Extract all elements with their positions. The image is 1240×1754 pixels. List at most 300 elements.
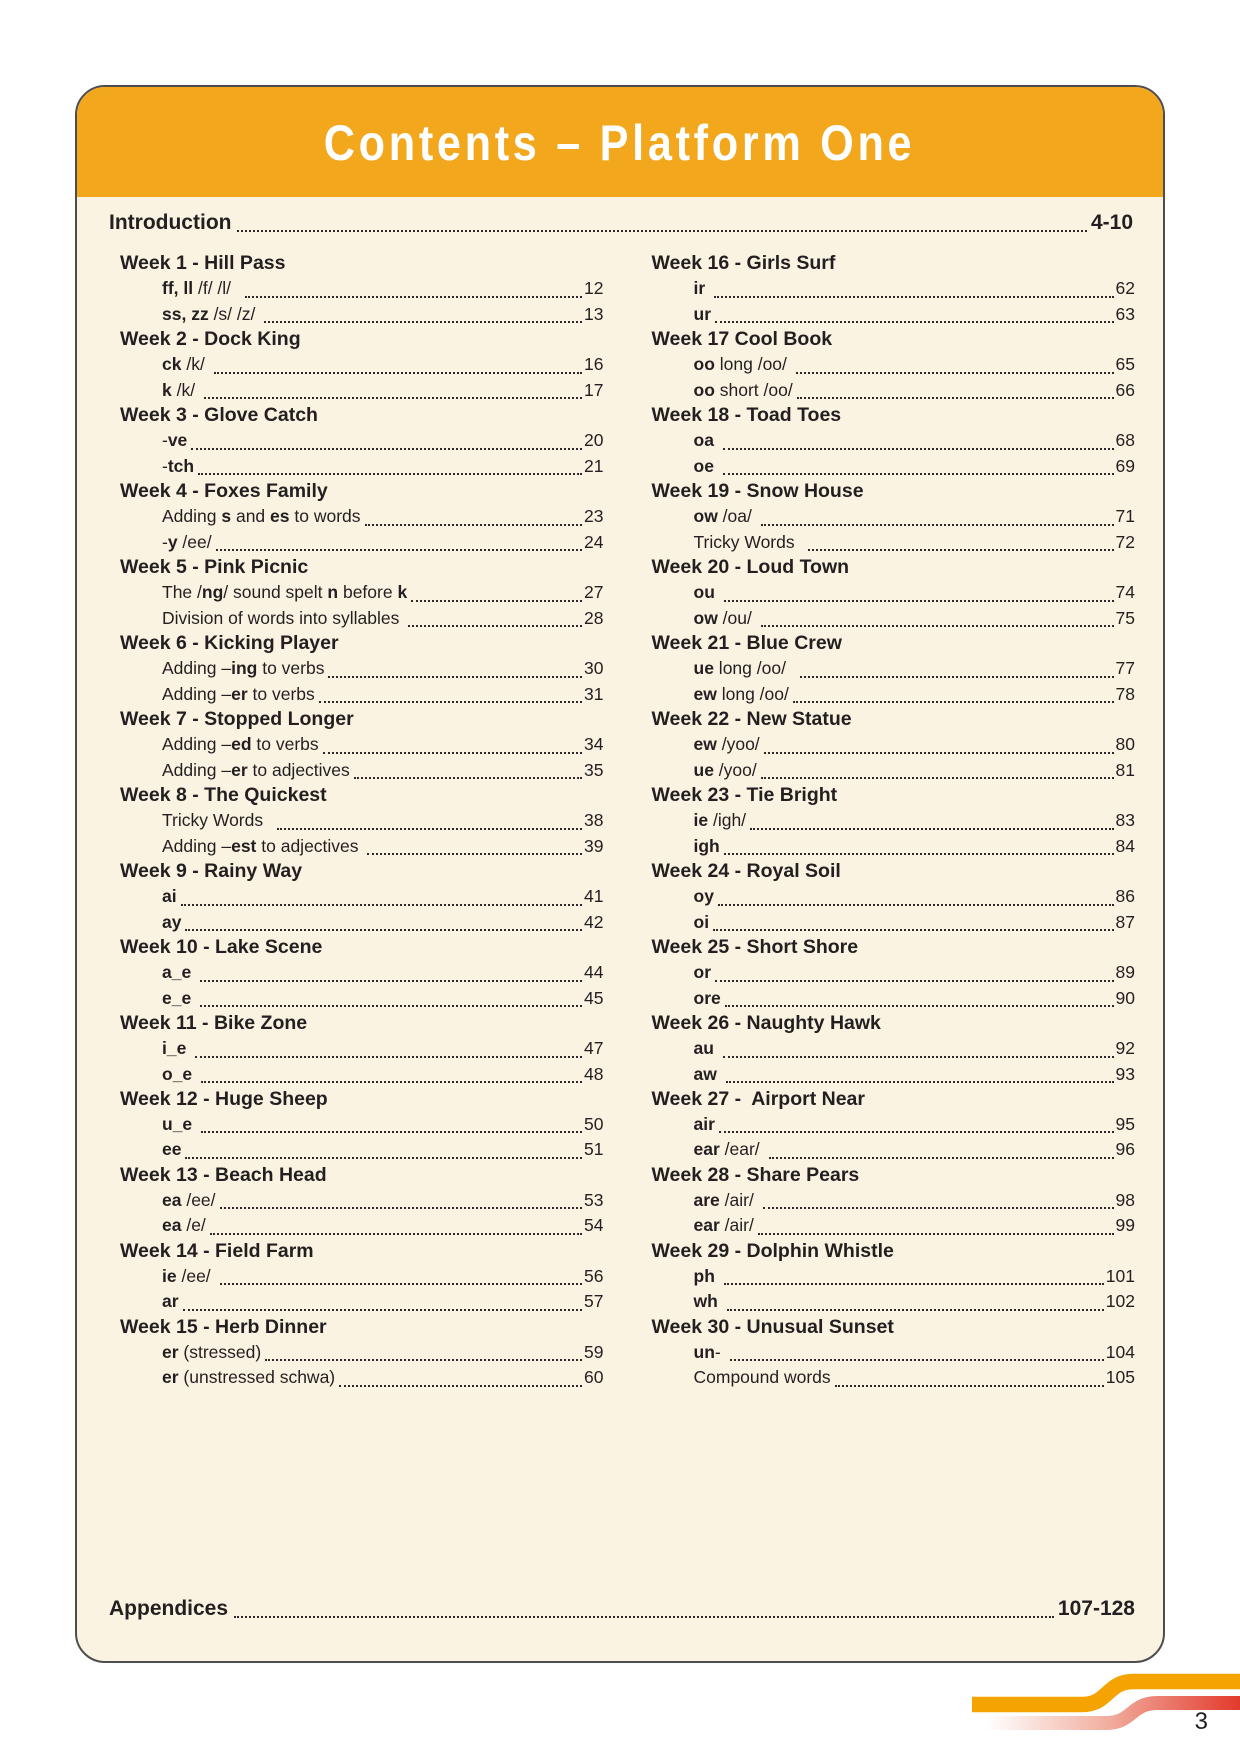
dot-leader	[200, 1005, 582, 1007]
week-heading: Week 30 - Unusual Sunset	[651, 1315, 894, 1338]
toc-entry	[162, 758, 604, 783]
entry-label: ue long /oo/	[693, 658, 796, 679]
entry-page-number: 90	[1115, 987, 1135, 1008]
toc-entry	[162, 276, 604, 301]
entry-label: Tricky Words	[693, 531, 805, 552]
week-heading: Week 7 - Stopped Longer	[120, 707, 354, 730]
week-heading: Week 10 - Lake Scene	[120, 935, 323, 958]
toc-entry	[162, 808, 604, 833]
week-heading: Week 5 - Pink Picnic	[120, 555, 309, 578]
entry-label: Adding –er to adjectives	[162, 759, 350, 780]
dot-leader	[191, 448, 582, 450]
toc-entry	[694, 808, 1136, 833]
appendices-label: Appendices	[109, 1597, 229, 1620]
toc-entry	[694, 1137, 1136, 1162]
week-block	[120, 631, 604, 707]
entry-page-number: 24	[584, 531, 604, 552]
entry-page-number: 93	[1115, 1063, 1135, 1084]
entry-page-number: 96	[1115, 1139, 1135, 1160]
entry-label: Adding –est to adjectives	[162, 835, 364, 856]
entry-page-number: 23	[584, 506, 604, 527]
entry-label: ew long /oo/	[693, 683, 789, 704]
toc-entry	[694, 276, 1136, 301]
week-block	[120, 403, 604, 479]
entry-page-number: 50	[584, 1114, 604, 1135]
week-heading: Week 3 - Glove Catch	[120, 403, 318, 426]
entry-page-number: 12	[584, 278, 604, 299]
week-heading: Week 27 - Airport Near	[651, 1087, 865, 1110]
week-block	[120, 935, 604, 1011]
entry-label: a_e	[162, 962, 192, 983]
entry-page-number: 62	[1115, 278, 1135, 299]
week-block	[652, 935, 1136, 1011]
dot-leader	[328, 676, 582, 678]
toc-entry	[162, 1365, 604, 1390]
page-number: 3	[1194, 1708, 1208, 1735]
toc-entry	[694, 732, 1136, 757]
entry-label: oo long /oo/	[693, 354, 792, 375]
week-heading: Week 28 - Share Pears	[651, 1163, 860, 1186]
entry-label: ck /k/	[162, 354, 210, 375]
entry-page-number: 84	[1115, 835, 1135, 856]
entry-label: ai	[162, 886, 177, 907]
dot-leader	[264, 321, 582, 323]
entry-label: Tricky Words	[162, 810, 273, 831]
entry-page-number: 99	[1115, 1215, 1135, 1236]
appendices-row	[109, 1595, 1135, 1623]
entry-page-number: 66	[1115, 379, 1135, 400]
week-block	[652, 403, 1136, 479]
weeks-columns	[120, 251, 1135, 1391]
week-heading: Week 12 - Huge Sheep	[120, 1087, 328, 1110]
toc-entry	[162, 834, 604, 859]
dot-leader	[808, 549, 1113, 551]
entry-page-number: 95	[1115, 1114, 1135, 1135]
entry-label: ou	[693, 582, 715, 603]
appendices-pages: 107-128	[1057, 1597, 1135, 1620]
entry-label: ss, zz /s/ /z/	[162, 303, 261, 324]
entry-page-number: 65	[1115, 354, 1135, 375]
toc-entry	[162, 580, 604, 605]
week-heading: Week 1 - Hill Pass	[120, 252, 286, 274]
dot-leader	[185, 929, 582, 931]
entry-page-number: 101	[1105, 1266, 1135, 1287]
toc-entry	[162, 1112, 604, 1137]
introduction-row	[109, 209, 1133, 237]
entry-label: ear /air/	[693, 1215, 754, 1236]
toc-entry	[162, 910, 604, 935]
entry-label: oy	[693, 886, 714, 907]
toc-entry	[694, 1340, 1136, 1365]
week-block	[652, 1163, 1136, 1239]
dot-leader	[763, 1207, 1114, 1209]
toc-entry	[162, 352, 604, 377]
entry-label: ie /ee/	[162, 1266, 216, 1287]
dot-leader	[727, 1309, 1104, 1311]
week-heading: Week 17 Cool Book	[651, 327, 833, 350]
dot-leader	[835, 1385, 1104, 1387]
entry-page-number: 72	[1115, 531, 1135, 552]
toc-entry	[162, 1264, 604, 1289]
entry-page-number: 28	[584, 607, 604, 628]
dot-leader	[204, 397, 582, 399]
entry-label: oi	[693, 911, 710, 932]
toc-entry	[162, 732, 604, 757]
dot-leader	[715, 321, 1114, 323]
dot-leader	[237, 230, 1086, 232]
entry-label: au	[693, 1038, 714, 1059]
dot-leader	[730, 1359, 1104, 1361]
entry-page-number: 45	[584, 987, 604, 1008]
introduction-pages: 4-10	[1090, 211, 1133, 234]
dot-leader	[365, 524, 583, 526]
toc-entry	[162, 428, 604, 453]
week-heading: Week 13 - Beach Head	[120, 1163, 327, 1186]
entry-page-number: 47	[584, 1038, 604, 1059]
entry-page-number: 35	[584, 759, 604, 780]
entry-label: ore	[693, 987, 721, 1008]
week-block	[652, 631, 1136, 707]
dot-leader	[220, 1207, 583, 1209]
week-block	[652, 1315, 1136, 1391]
toc-entry	[694, 834, 1136, 859]
entry-page-number: 105	[1105, 1367, 1135, 1388]
toc-entry	[694, 378, 1136, 403]
week-heading: Week 25 - Short Shore	[651, 935, 859, 958]
week-heading: Week 20 - Loud Town	[651, 555, 850, 578]
header-banner	[77, 87, 1163, 197]
entry-page-number: 44	[584, 962, 604, 983]
entry-page-number: 80	[1115, 734, 1135, 755]
entry-label: Compound words	[693, 1367, 831, 1388]
entry-page-number: 68	[1115, 430, 1135, 451]
week-heading: Week 16 - Girls Surf	[651, 252, 836, 274]
weeks-column-right	[652, 251, 1136, 1391]
entry-page-number: 60	[584, 1367, 604, 1388]
toc-entry	[162, 302, 604, 327]
toc-entry	[694, 1365, 1136, 1390]
entry-page-number: 56	[584, 1266, 604, 1287]
dot-leader	[715, 980, 1114, 982]
entry-label: -ve	[162, 430, 188, 451]
entry-label: air	[693, 1114, 715, 1135]
week-block	[652, 1239, 1136, 1315]
entry-page-number: 87	[1115, 911, 1135, 932]
week-block	[120, 1087, 604, 1163]
page-title: Contents – Platform One	[324, 113, 916, 171]
entry-page-number: 69	[1115, 455, 1135, 476]
swoosh-graphic	[854, 1650, 1240, 1745]
entry-label: k /k/	[162, 379, 200, 400]
entry-label: aw	[693, 1063, 717, 1084]
dot-leader	[761, 524, 1114, 526]
entry-label: ff, ll /f/ /l/	[162, 278, 241, 299]
entry-label: ow /ou/	[693, 607, 757, 628]
dot-leader	[277, 828, 582, 830]
week-block	[120, 1239, 604, 1315]
entry-label: Adding s and es to words	[162, 506, 361, 527]
dot-leader	[793, 701, 1114, 703]
entry-page-number: 51	[584, 1139, 604, 1160]
entry-label: er (stressed)	[162, 1342, 262, 1363]
toc-entry	[694, 1062, 1136, 1087]
dot-leader	[718, 904, 1114, 906]
toc-entry	[694, 1289, 1136, 1314]
entry-page-number: 83	[1115, 810, 1135, 831]
toc-entry	[162, 454, 604, 479]
entry-label: ph	[693, 1266, 715, 1287]
dot-leader	[185, 1157, 582, 1159]
entry-label: o_e	[162, 1063, 193, 1084]
entry-page-number: 75	[1115, 607, 1135, 628]
dot-leader	[339, 1385, 582, 1387]
entry-page-number: 86	[1115, 886, 1135, 907]
week-heading: Week 9 - Rainy Way	[120, 859, 303, 882]
toc-entry	[694, 530, 1136, 555]
entry-page-number: 78	[1115, 683, 1135, 704]
entry-page-number: 57	[584, 1291, 604, 1312]
entry-label: ow /oa/	[693, 506, 757, 527]
entry-label: u_e	[162, 1114, 193, 1135]
week-heading: Week 19 - Snow House	[651, 479, 864, 502]
entry-page-number: 48	[584, 1063, 604, 1084]
toc-entry	[694, 682, 1136, 707]
toc-entry	[694, 428, 1136, 453]
week-heading: Week 4 - Foxes Family	[120, 479, 328, 502]
entry-label: oo short /oo/	[693, 379, 793, 400]
toc-entry	[694, 1112, 1136, 1137]
toc-entry	[694, 884, 1136, 909]
dot-leader	[723, 473, 1114, 475]
entry-label: ue /yoo/	[693, 759, 757, 780]
entry-label: ur	[693, 303, 711, 324]
week-block	[652, 327, 1136, 403]
entry-label: or	[693, 962, 711, 983]
dot-leader	[265, 1359, 582, 1361]
week-block	[120, 251, 604, 327]
toc-entry	[162, 1213, 604, 1238]
toc-entry	[162, 1340, 604, 1365]
entry-label: i_e	[162, 1038, 187, 1059]
dot-leader	[724, 1283, 1104, 1285]
dot-leader	[214, 372, 582, 374]
entry-page-number: 21	[584, 455, 604, 476]
week-heading: Week 15 - Herb Dinner	[120, 1315, 327, 1338]
entry-page-number: 41	[584, 886, 604, 907]
week-block	[120, 1011, 604, 1087]
dot-leader	[408, 625, 582, 627]
entry-label: are /air/	[693, 1190, 759, 1211]
toc-entry	[162, 1036, 604, 1061]
dot-leader	[181, 904, 582, 906]
dot-leader	[724, 853, 1114, 855]
toc-entry	[694, 1213, 1136, 1238]
dot-leader	[761, 777, 1114, 779]
toc-entry	[694, 352, 1136, 377]
entry-page-number: 20	[584, 430, 604, 451]
dot-leader	[750, 828, 1113, 830]
entry-page-number: 38	[584, 810, 604, 831]
entry-page-number: 16	[584, 354, 604, 375]
week-heading: Week 26 - Naughty Hawk	[651, 1011, 881, 1034]
entry-label: ay	[162, 911, 182, 932]
entry-page-number: 92	[1115, 1038, 1135, 1059]
toc-entry	[162, 378, 604, 403]
toc-entry	[162, 986, 604, 1011]
week-block	[120, 479, 604, 555]
dot-leader	[220, 1283, 583, 1285]
toc-entry	[162, 1289, 604, 1314]
entry-label: Adding –er to verbs	[162, 683, 315, 704]
dot-leader	[758, 1233, 1114, 1235]
dot-leader	[200, 980, 582, 982]
entry-label: un-	[693, 1342, 726, 1363]
toc-entry	[694, 302, 1136, 327]
toc-entry	[694, 986, 1136, 1011]
dot-leader	[411, 600, 582, 602]
entry-label: ea /e/	[162, 1215, 206, 1236]
entry-page-number: 13	[584, 303, 604, 324]
week-block	[652, 1011, 1136, 1087]
dot-leader	[195, 1056, 582, 1058]
entry-page-number: 77	[1115, 658, 1135, 679]
dot-leader	[800, 676, 1114, 678]
toc-entry	[694, 606, 1136, 631]
entry-page-number: 63	[1115, 303, 1135, 324]
entry-label: ea /ee/	[162, 1190, 216, 1211]
toc-entry	[694, 910, 1136, 935]
dot-leader	[723, 448, 1114, 450]
week-block	[120, 1163, 604, 1239]
week-block	[652, 251, 1136, 327]
toc-entry	[694, 454, 1136, 479]
entry-page-number: 71	[1115, 506, 1135, 527]
entry-label: e_e	[162, 987, 192, 1008]
week-heading: Week 11 - Bike Zone	[120, 1011, 308, 1034]
entry-page-number: 74	[1115, 582, 1135, 603]
dot-leader	[198, 473, 582, 475]
entry-page-number: 89	[1115, 962, 1135, 983]
entry-page-number: 98	[1115, 1190, 1135, 1211]
entry-label: ie /igh/	[693, 810, 747, 831]
dot-leader	[713, 929, 1113, 931]
week-heading: Week 24 - Royal Soil	[651, 859, 841, 882]
entry-page-number: 81	[1115, 759, 1135, 780]
entry-page-number: 27	[584, 582, 604, 603]
week-block	[120, 783, 604, 859]
toc-entry	[694, 758, 1136, 783]
toc-entry	[162, 1062, 604, 1087]
week-block	[120, 1315, 604, 1391]
toc-entry	[162, 656, 604, 681]
toc-entry	[694, 1036, 1136, 1061]
dot-leader	[719, 1131, 1114, 1133]
entry-label: wh	[693, 1291, 718, 1312]
week-heading: Week 18 - Toad Toes	[651, 403, 842, 426]
week-heading: Week 23 - Tie Bright	[651, 783, 838, 806]
dot-leader	[714, 296, 1113, 298]
entry-label: Adding –ing to verbs	[162, 658, 325, 679]
entry-page-number: 59	[584, 1342, 604, 1363]
toc-entry	[694, 1264, 1136, 1289]
entry-page-number: 102	[1105, 1291, 1135, 1312]
toc-entry	[162, 960, 604, 985]
dot-leader	[723, 1056, 1114, 1058]
dot-leader	[183, 1309, 582, 1311]
entry-label: ar	[162, 1291, 179, 1312]
week-heading: Week 21 - Blue Crew	[651, 631, 842, 654]
toc-entry	[162, 884, 604, 909]
dot-leader	[796, 372, 1114, 374]
dot-leader	[201, 1131, 582, 1133]
dot-leader	[201, 1081, 582, 1083]
entry-label: -tch	[162, 455, 195, 476]
week-heading: Week 8 - The Quickest	[120, 783, 327, 806]
entry-label: Division of words into syllables	[162, 607, 405, 628]
dot-leader	[319, 701, 582, 703]
entry-label: er (unstressed schwa)	[162, 1367, 336, 1388]
entry-page-number: 42	[584, 911, 604, 932]
week-heading: Week 6 - Kicking Player	[120, 631, 339, 654]
toc-entry	[162, 606, 604, 631]
week-block	[652, 479, 1136, 555]
toc-entry	[162, 530, 604, 555]
toc-entry	[162, 1137, 604, 1162]
dot-leader	[797, 397, 1114, 399]
entry-label: oa	[693, 430, 714, 451]
entry-page-number: 104	[1105, 1342, 1135, 1363]
dot-leader	[761, 625, 1114, 627]
dot-leader	[323, 752, 582, 754]
entry-page-number: 54	[584, 1215, 604, 1236]
contents-panel	[75, 85, 1165, 1663]
entry-page-number: 34	[584, 734, 604, 755]
week-block	[120, 859, 604, 935]
toc-entry	[694, 960, 1136, 985]
dot-leader	[725, 1005, 1114, 1007]
toc-entry	[694, 580, 1136, 605]
week-heading: Week 2 - Dock King	[120, 327, 301, 350]
entry-label: ew /yoo/	[693, 734, 760, 755]
entry-label: igh	[693, 835, 720, 856]
toc-entry	[162, 1188, 604, 1213]
dot-leader	[210, 1233, 582, 1235]
week-block	[652, 783, 1136, 859]
weeks-column-left	[120, 251, 604, 1391]
entry-label: oe	[693, 455, 714, 476]
week-block	[652, 555, 1136, 631]
toc-entry	[162, 682, 604, 707]
dot-leader	[726, 1081, 1114, 1083]
entry-page-number: 17	[584, 379, 604, 400]
dot-leader	[234, 1616, 1054, 1618]
entry-page-number: 30	[584, 658, 604, 679]
entry-page-number: 31	[584, 683, 604, 704]
dot-leader	[764, 752, 1114, 754]
week-block	[120, 327, 604, 403]
week-block	[652, 1087, 1136, 1163]
toc-entry	[694, 504, 1136, 529]
entry-page-number: 53	[584, 1190, 604, 1211]
entry-label: ear /ear/	[693, 1139, 765, 1160]
toc-entry	[162, 504, 604, 529]
week-block	[120, 555, 604, 631]
entry-label: The /ng/ sound spelt n before k	[162, 582, 408, 603]
entry-label: -y /ee/	[162, 531, 212, 552]
entry-label: Adding –ed to verbs	[162, 734, 319, 755]
entry-page-number: 39	[584, 835, 604, 856]
week-block	[652, 707, 1136, 783]
